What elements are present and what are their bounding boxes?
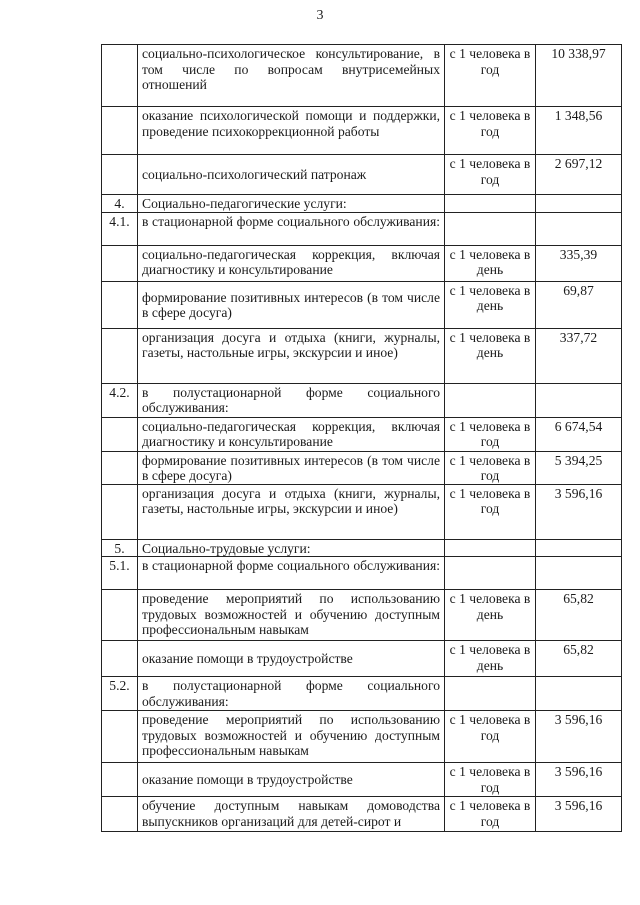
subsection-number: 4.2. [102,383,138,417]
service-name: формирование позитивных интересов (в том числе в сфере досуга) [138,281,445,328]
section-row [102,539,622,557]
unit-cell [445,539,536,557]
unit-cell: с 1 человека в год [445,417,536,451]
subsection-row [102,212,622,245]
price-cell: 3 596,16 [536,797,622,832]
price-cell: 3 596,16 [536,763,622,797]
row-number [102,590,138,641]
unit-cell: с 1 человека в день [445,328,536,383]
table-row [102,641,622,677]
price-cell: 1 348,56 [536,107,622,155]
row-number [102,484,138,539]
unit-cell: с 1 человека в год [445,797,536,832]
unit-cell: с 1 человека в день [445,641,536,677]
subsection-number: 5.2. [102,677,138,711]
table-row [102,45,622,107]
row-number [102,45,138,107]
table-row [102,711,622,763]
price-cell [536,195,622,213]
unit-cell: с 1 человека в год [445,45,536,107]
subsection-title: в стационарной форме социального обслуживания: [138,212,445,245]
unit-cell: с 1 человека в год [445,711,536,763]
price-cell [536,677,622,711]
row-number [102,641,138,677]
service-name: социально-педагогическая коррекция, включая диагностику и консультирование [138,245,445,281]
price-cell: 6 674,54 [536,417,622,451]
price-cell [536,539,622,557]
table-row [102,245,622,281]
subsection-number: 5.1. [102,557,138,590]
table-row [102,763,622,797]
unit-cell: с 1 человека в год [445,155,536,195]
section-number: 5. [102,539,138,557]
subsection-row [102,557,622,590]
price-cell: 5 394,25 [536,451,622,484]
row-number [102,328,138,383]
unit-cell: с 1 человека в день [445,245,536,281]
service-name: организация досуга и отдыха (книги, журналы, газеты, настольные игры, экскурсии и иное) [138,328,445,383]
price-cell: 3 596,16 [536,484,622,539]
unit-cell: с 1 человека в год [445,451,536,484]
unit-cell [445,677,536,711]
tariff-table [101,44,622,832]
unit-cell [445,383,536,417]
row-number [102,155,138,195]
subsection-row [102,677,622,711]
section-title: Социально-трудовые услуги: [138,539,445,557]
section-number: 4. [102,195,138,213]
section-title: Социально-педагогические услуги: [138,195,445,213]
subsection-title: в стационарной форме социального обслуживания: [138,557,445,590]
subsection-title: в полустационарной форме социального обслуживания: [138,677,445,711]
price-cell [536,557,622,590]
row-number [102,451,138,484]
unit-cell: с 1 человека в день [445,590,536,641]
service-name: проведение мероприятий по использованию трудовых возможностей и обучению доступным профессиональным навыкам [138,711,445,763]
unit-cell [445,195,536,213]
row-number [102,245,138,281]
service-name: оказание помощи в трудоустройстве [138,641,445,677]
subsection-title: в полустационарной форме социального обслуживания: [138,383,445,417]
unit-cell: с 1 человека в день [445,281,536,328]
section-row [102,195,622,213]
row-number [102,417,138,451]
subsection-row [102,383,622,417]
row-number [102,107,138,155]
unit-cell: с 1 человека в год [445,484,536,539]
unit-cell: с 1 человека в год [445,107,536,155]
price-cell [536,383,622,417]
price-cell [536,212,622,245]
price-cell: 65,82 [536,590,622,641]
table-row [102,590,622,641]
service-name: социально-психологическое консультирование, в том числе по вопросам внутрисемейных отношений [138,45,445,107]
service-name: оказание помощи в трудоустройстве [138,763,445,797]
service-name: формирование позитивных интересов (в том числе в сфере досуга) [138,451,445,484]
service-name: социально-педагогическая коррекция, включая диагностику и консультирование [138,417,445,451]
page-number: 3 [316,8,324,23]
row-number [102,711,138,763]
table-row [102,451,622,484]
price-cell: 65,82 [536,641,622,677]
subsection-number: 4.1. [102,212,138,245]
table-row [102,484,622,539]
unit-cell: с 1 человека в год [445,763,536,797]
table-row [102,155,622,195]
row-number [102,763,138,797]
service-name: оказание психологической помощи и поддержки, проведение психокоррекционной работы [138,107,445,155]
table-row [102,328,622,383]
service-name: обучение доступным навыкам домоводства выпускников организаций для детей-сирот и [138,797,445,832]
row-number [102,797,138,832]
price-cell: 10 338,97 [536,45,622,107]
price-cell: 69,87 [536,281,622,328]
price-cell: 3 596,16 [536,711,622,763]
price-cell: 335,39 [536,245,622,281]
price-cell: 2 697,12 [536,155,622,195]
service-name: социально-психологический патронаж [138,155,445,195]
table-row [102,107,622,155]
unit-cell [445,557,536,590]
table-row [102,797,622,832]
table-row [102,281,622,328]
unit-cell [445,212,536,245]
table-row [102,417,622,451]
service-name: организация досуга и отдыха (книги, журналы, газеты, настольные игры, экскурсии и иное) [138,484,445,539]
row-number [102,281,138,328]
service-name: проведение мероприятий по использованию трудовых возможностей и обучению доступным профессиональным навыкам [138,590,445,641]
price-cell: 337,72 [536,328,622,383]
